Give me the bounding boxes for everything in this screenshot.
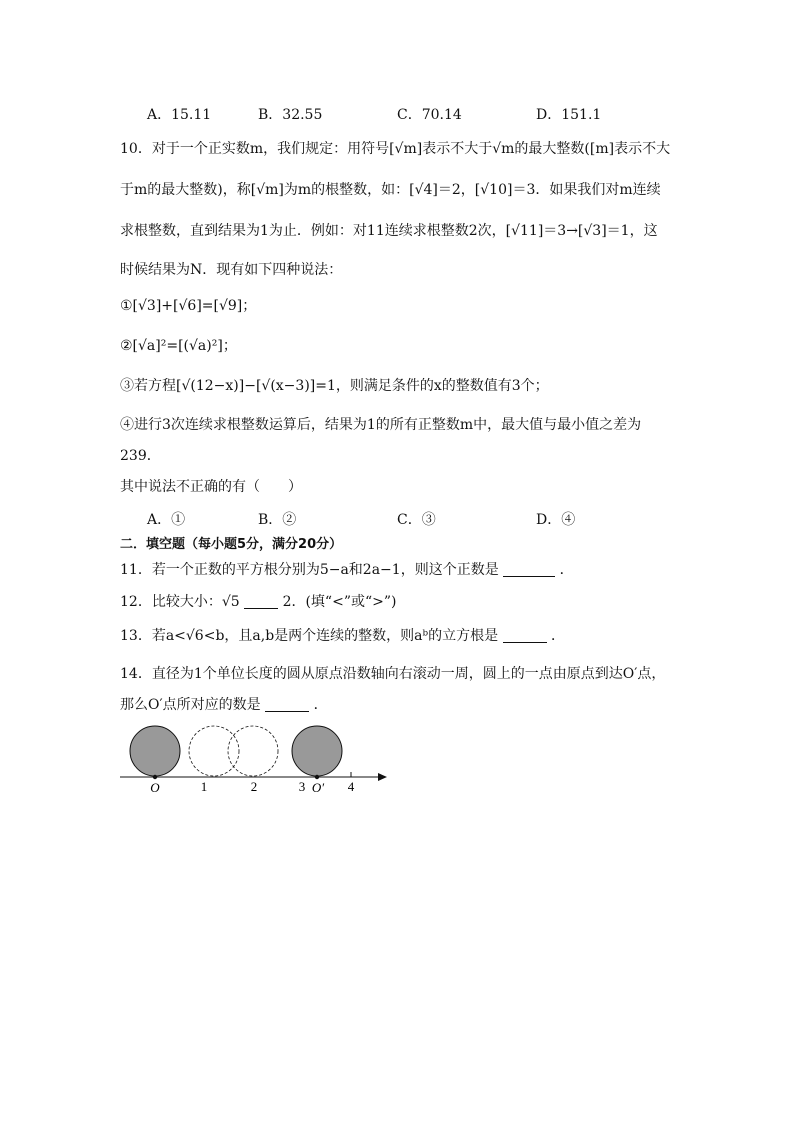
q10-question: 其中说法不正确的有（ ） [120,479,302,495]
q13-end: ． [551,628,566,644]
q9-option-c: C．70.14 [397,107,462,123]
q10-option-c: C．③ [397,512,436,528]
q12 [120,592,396,612]
q13-text: 13．若a<√6<b，且a,b是两个连续的整数，则aᵇ的立方根是 [120,628,499,644]
label-2: 2 [250,779,258,794]
number-line-figure [115,722,395,798]
q11-end: ． [559,562,574,578]
q10-statement-4b: 239． [120,448,161,464]
q11 [120,560,574,580]
q10-line-1: 10．对于一个正实数m，我们规定：用符号[√m]表示不大于√m的最大整数([m]表示不大 [120,141,671,157]
label-o-prime: O′ [311,780,325,795]
q10-statement-2: ②[√a]²=[(√a)²]； [120,338,237,354]
q9-option-a: A．15.11 [147,107,212,123]
q10-option-d: D．④ [536,512,576,528]
origin-point [153,775,157,779]
q9-option-d: D．151.1 [536,107,602,123]
q10-line-3: 求根整数，直到结果为1为止．例如：对11连续求根整数2次，[√11]＝3→[√3]＝1，这 [120,223,658,239]
q14-answer-blank[interactable] [265,697,309,712]
q10-statement-1: ①[√3]+[√6]=[√9]； [120,298,257,314]
q14-end: ． [313,697,328,713]
q11-text: 11．若一个正数的平方根分别为5−a和2a−1，则这个正数是 [120,562,499,578]
label-3: 3 [298,779,306,794]
rolling-circle-1 [189,726,239,776]
q13 [120,626,565,646]
rolling-circle-2 [228,726,278,776]
label-1: 1 [200,779,208,794]
q10-statement-4a: ④进行3次连续求根整数运算后，结果为1的所有正整数m中，最大值与最小值之差为 [120,417,642,433]
q10-option-b: B．② [258,512,297,528]
label-4: 4 [347,779,355,794]
q12-text: 12．比较大小：√5 [120,594,240,610]
q9-option-b: B．32.55 [258,107,323,123]
q14-line-1: 14．直径为1个单位长度的圆从原点沿数轴向右滚动一周，圆上的一点由原点到达O′点， [120,666,666,682]
q14-line-2 [120,695,328,715]
q13-answer-blank[interactable] [503,628,547,643]
q12-answer-blank[interactable] [244,594,278,609]
o-prime-point [315,775,319,779]
section-2-title: 二．填空题（每小题5分，满分20分） [120,537,343,552]
q10-line-2: 于m的最大整数)，称[√m]为m的根整数，如：[√4]＝2，[√10]＝3．如果我们对m连续 [120,182,661,198]
q10-line-4: 时候结果为N．现有如下四种说法： [120,262,343,278]
q10-statement-3: ③若方程[√(12−x)]−[√(x−3)]=1，则满足条件的x的整数值有3个； [120,378,549,394]
q11-answer-blank[interactable] [503,562,555,577]
q12-end: 2．(填“<”或“>”) [282,594,397,610]
q14-text: 那么O′点所对应的数是 [120,697,261,713]
label-o: O [150,780,160,795]
axis-arrow-icon [378,773,387,781]
start-circle [130,726,180,776]
q10-option-a: A．① [147,512,186,528]
end-circle [292,726,342,776]
